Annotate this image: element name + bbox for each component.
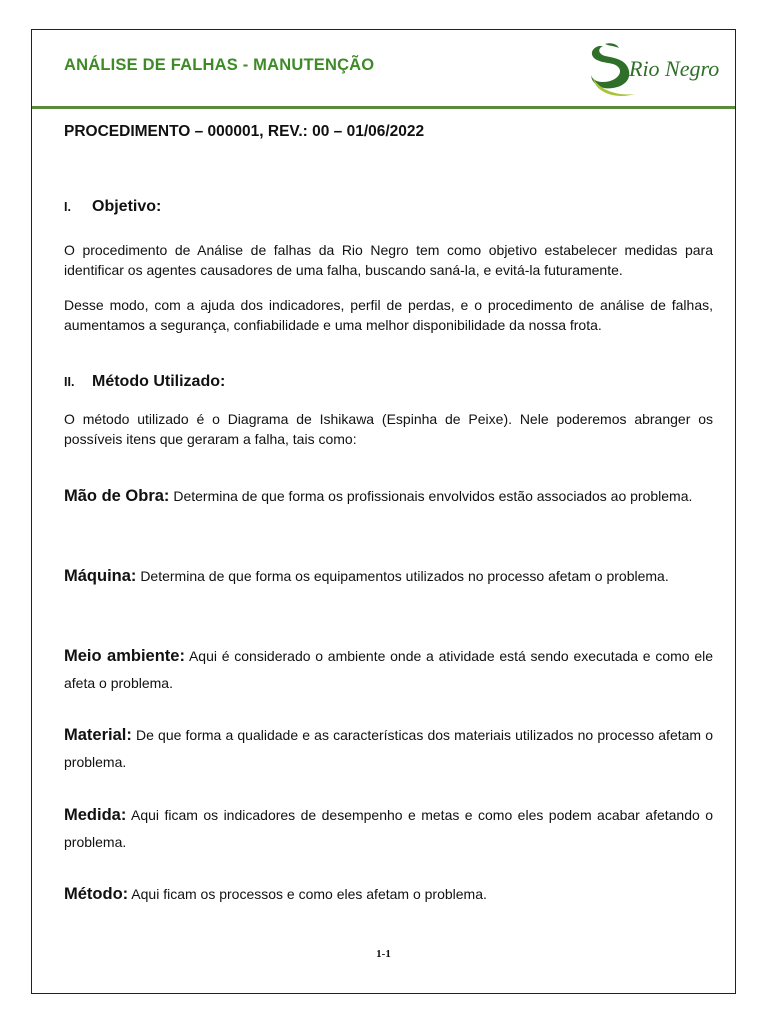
term-text: Determina de que forma os profissionais envolvidos estão associados ao problema. <box>173 488 693 504</box>
term-text: Aqui é considerado o ambiente onde a atividade está sendo executada e como ele afeta o problema. <box>64 648 713 691</box>
section-title: Objetivo: <box>92 198 162 215</box>
term-maquina <box>64 563 713 590</box>
header-divider <box>32 106 735 109</box>
term-metodo <box>64 881 713 908</box>
page-header <box>32 30 735 108</box>
metodo-paragraph: O método utilizado é o Diagrama de Ishikawa (Espinha de Peixe). Nele poderemos abranger os possíveis itens que geraram a falha, tais como: <box>64 411 713 447</box>
term-meio-ambiente <box>64 643 713 697</box>
logo-graphic-icon <box>585 38 725 102</box>
logo-text: Rio Negro <box>629 56 720 81</box>
section-number: I. <box>64 200 71 214</box>
section-title: Método Utilizado: <box>92 373 226 390</box>
page-number: 1-1 <box>376 948 391 960</box>
term-text: Aqui ficam os indicadores de desempenho e metas e como eles podem acabar afetando o problema. <box>64 807 713 850</box>
procedure-title: PROCEDIMENTO – 000001, REV.: 00 – 01/06/2022 <box>64 123 425 140</box>
objetivo-paragraph-1: O procedimento de Análise de falhas da Rio Negro tem como objetivo estabelecer medidas para identificar os agentes causadores de uma falha, buscando saná-la, e evitá-la futuramente. <box>64 242 713 278</box>
term-text: De que forma a qualidade e as características dos materiais utilizados no processo afetam o problema. <box>64 727 713 770</box>
term-label: Mão de Obra: <box>64 487 170 505</box>
objetivo-paragraph-2: Desse modo, com a ajuda dos indicadores, perfil de perdas, e o procedimento de análise de falhas, aumentamos a segurança, confiabilidade e uma melhor disponibilidade da nossa frota. <box>64 297 713 333</box>
document-page <box>31 29 736 994</box>
term-material <box>64 722 713 776</box>
term-label: Material: <box>64 726 132 744</box>
term-mao-de-obra <box>64 483 713 510</box>
term-medida <box>64 802 713 856</box>
section-metodo-heading <box>64 373 225 391</box>
term-label: Máquina: <box>64 567 137 585</box>
term-text: Aqui ficam os processos e como eles afetam o problema. <box>131 886 487 902</box>
rio-negro-logo <box>585 38 725 102</box>
term-label: Método: <box>64 885 129 903</box>
section-number: II. <box>64 375 75 389</box>
term-label: Medida: <box>64 806 127 824</box>
term-label: Meio ambiente: <box>64 647 185 665</box>
header-title: ANÁLISE DE FALHAS - MANUTENÇÃO <box>64 56 375 74</box>
term-text: Determina de que forma os equipamentos utilizados no processo afetam o problema. <box>140 568 669 584</box>
section-objetivo-heading <box>64 198 161 216</box>
